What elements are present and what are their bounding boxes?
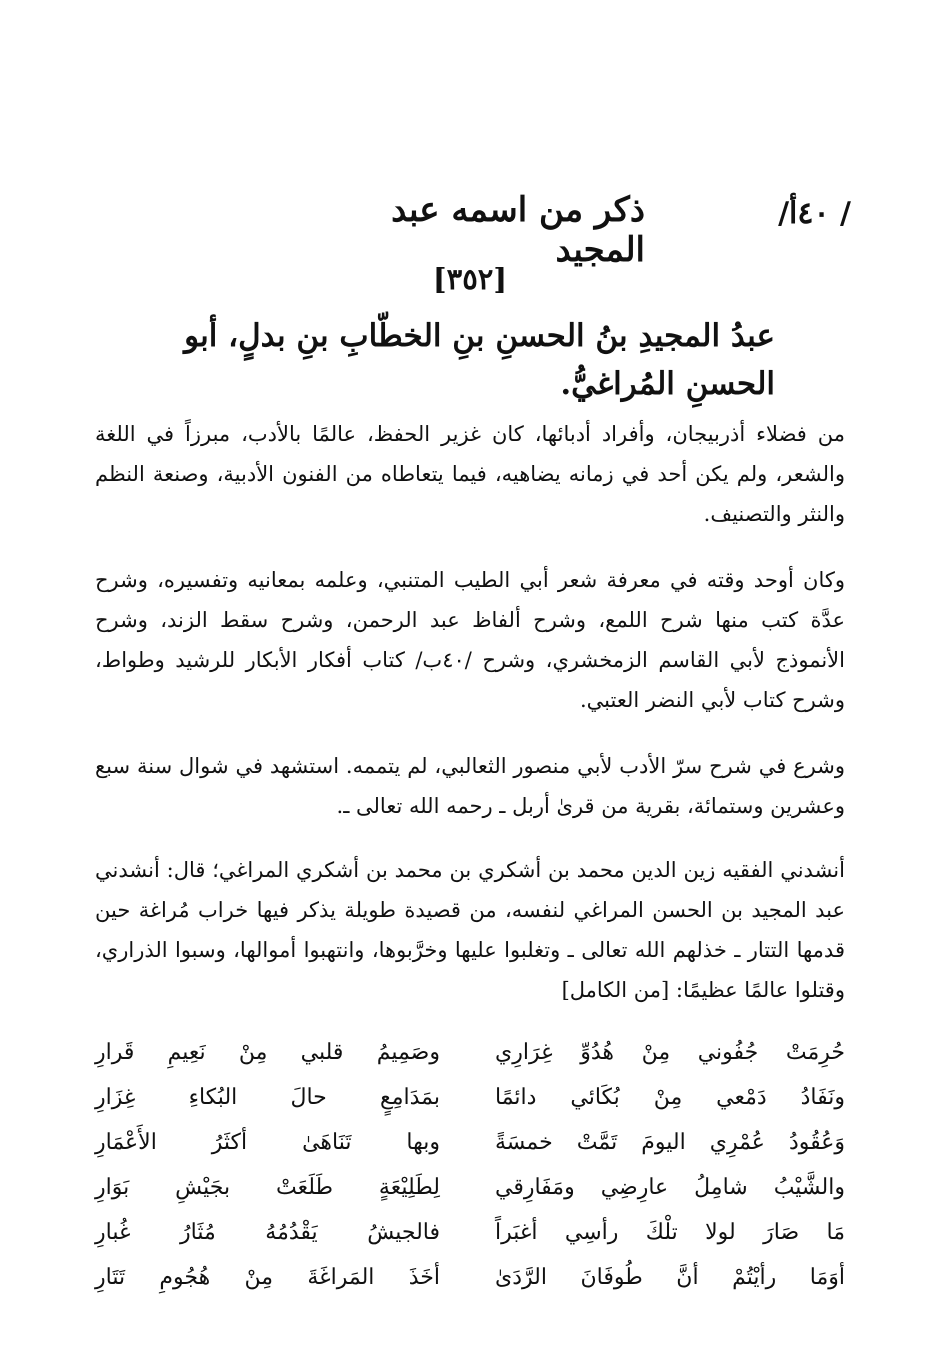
page-marker: / ٤٠أ/ [778, 196, 851, 231]
verse-first-hemistich: أوَمَا رأيْتُمْ أنَّ طُوفَانَ الرَّدَىٰ [495, 1265, 845, 1290]
entry-name: عبدُ المجيدِ بنُ الحسنِ بنِ الخطّابِ بنِ بدلٍ، أبو الحسنِ المُراغيُّ. [184, 318, 775, 402]
verse-first-hemistich: حُرِمَتْ جُفُوني مِنْ هُدُوِّ غِرَارِي [495, 1040, 845, 1065]
poem-verse [95, 1165, 845, 1210]
poem-verse [95, 1075, 845, 1120]
poem-verse [95, 1030, 845, 1075]
verse-second-hemistich: وبها تَنَاهَىٰ أكثَرُ الأَعْمَارِ [95, 1130, 440, 1155]
biography-paragraph: من فضلاء أذربيجان، وأفراد أدبائها، كان غزير الحفظ، عالمًا بالأدب، مبرزاً في اللغة والشعر، ولم يكن أحد في زمانه يضاهيه، فيما يتعاطاه من الفنون الأدبية، وصنعة النظم والنثر والتصنيف. [95, 422, 845, 526]
verse-second-hemistich: لِطَلِيْعَةٍ طَلَعَتْ بجَيْشِ بَوَارِ [95, 1175, 440, 1200]
verse-first-hemistich: وَعُقُودُ عُمْرِي اليومَ تَمَّتْ خمسَةً [495, 1130, 845, 1155]
verse-first-hemistich: والشَّيْبُ شامِلُ عارِضِي ومَفَارِقي [495, 1175, 845, 1200]
poem-verse [95, 1210, 845, 1255]
verse-second-hemistich: فالجيشُ يَقْدُمُهُ مُثَارُ غُبارِ [95, 1220, 440, 1245]
poem-verse [95, 1255, 845, 1300]
works-paragraph: وكان أوحد وقته في معرفة شعر أبي الطيب المتنبي، وعلمه بمعانيه وتفسيره، وشرح عدَّة كتب منها شرح اللمع، وشرح ألفاظ عبد الرحمن، وشرح سقط الزند، وشرح الأنموذج لأبي القاسم الزمخشري، وشرح /٤٠ب/ كتاب أفكار الأبكار للرشيد وطواط، وشرح كتاب لأبي النضر العتبي. [95, 568, 845, 712]
verse-second-hemistich: أخَذَ المَراغَةَ مِنْ هُجُومِ تَتَارِ [95, 1265, 440, 1290]
poem-verse [95, 1120, 845, 1165]
verse-second-hemistich: بمَدَامِعٍ حالَ البُكاءِ غِزَارِ [95, 1085, 440, 1110]
poem [95, 1030, 845, 1300]
poem-intro-paragraph: أنشدني الفقيه زين الدين محمد بن أشكري بن محمد بن أشكري المراغي؛ قال: أنشدني عبد المجيد بن الحسن المراغي لنفسه، من قصيدة طويلة يذكر فيها خراب مُراغة حين قدمها التتار ـ خذلهم الله تعالى ـ وتغلبوا عليها وخرَّبوها، وانتهبوا أموالها، وسبوا الذراري، وقتلوا عالمًا عظيمًا: [من الكامل] [95, 858, 845, 1002]
chapter-title: ذكر من اسمه عبد المجيد [391, 190, 645, 270]
verse-second-hemistich: وصَمِيمُ قلبي مِنْ نَعِيمِ قَرارِ [95, 1040, 440, 1065]
entry-number: [٣٥٢] [432, 262, 508, 296]
death-paragraph: وشرع في شرح سرّ الأدب لأبي منصور الثعالبي، لم يتممه. استشهد في شوال سنة سبع وعشرين وستمائة، بقرية من قرىٰ أربل ـ رحمه الله تعالى ـ. [95, 754, 845, 818]
verse-first-hemistich: مَا صَارَ لولا تلْكَ رأسِي أغبَراً [495, 1220, 845, 1245]
verse-first-hemistich: ونَفَادُ دَمْعي مِنْ بُكَائي دائمًا [495, 1085, 845, 1110]
